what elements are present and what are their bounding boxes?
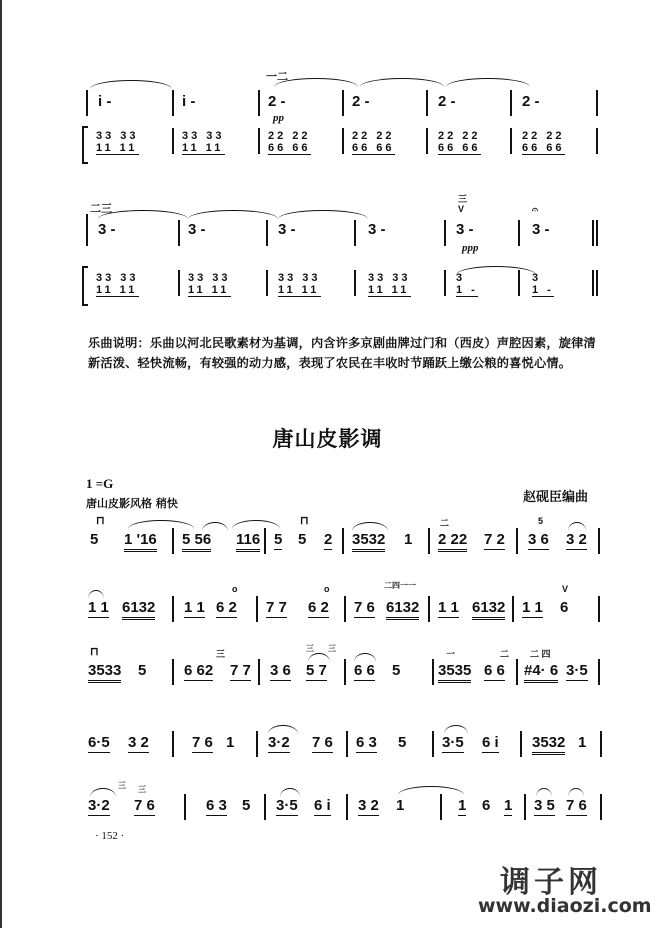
barline	[598, 528, 600, 554]
final-barline	[592, 220, 594, 246]
fingering-mark: 二三	[90, 203, 112, 215]
barline	[596, 90, 598, 116]
fingering-mark: 一	[446, 649, 456, 659]
note: 5	[398, 734, 407, 751]
barline	[346, 794, 348, 820]
fingering-mark: 二四一一	[384, 581, 416, 590]
fingering-mark: 三	[458, 194, 468, 204]
note: i -	[182, 93, 196, 110]
chord: 33 33 11 11	[368, 272, 411, 296]
note: 5	[392, 662, 401, 679]
slur	[268, 725, 298, 734]
up-bow-icon: ⊓	[90, 646, 99, 658]
note: 3 -	[98, 221, 116, 238]
barline	[344, 596, 346, 622]
fingering-mark: 三	[216, 649, 226, 659]
note-group: 1 1	[438, 599, 459, 616]
tempo-marking: 唐山皮影风格 稍快	[86, 497, 178, 510]
barline	[524, 794, 526, 820]
barline	[256, 596, 258, 622]
note: 6	[560, 599, 569, 616]
barline	[432, 659, 434, 685]
note: i -	[98, 93, 112, 110]
note: 2 -	[268, 93, 286, 110]
slur	[90, 80, 172, 89]
note: 1	[404, 531, 413, 548]
barline	[520, 731, 522, 757]
chord: 22 22 66 66	[522, 130, 565, 154]
fingering-mark: 三	[328, 644, 336, 653]
barline	[172, 659, 174, 685]
piece-description: 乐曲说明：乐曲以河北民歌素材为基调，内含许多京剧曲牌过门和（西皮）声腔因素，旋律清新活泼、轻快流畅，有较强的动力感，表现了农民在丰收时节踊跃上缴公粮的喜悦心情。	[88, 336, 596, 370]
note-group: 6 3	[356, 734, 377, 751]
note: 2 -	[522, 93, 540, 110]
barline	[510, 128, 512, 154]
chord: 33 33 11 11	[182, 130, 225, 154]
note: 1	[458, 797, 467, 814]
barline	[264, 794, 266, 820]
bow-mark: V	[458, 204, 465, 214]
fermata-icon: 𝄐	[532, 204, 539, 216]
barline	[342, 528, 344, 554]
note-group: 3533	[88, 663, 121, 683]
note-group: 6 3	[206, 797, 227, 814]
barline	[172, 731, 174, 757]
chord: 33 33 11 11	[96, 130, 139, 154]
barline	[344, 659, 346, 685]
barline	[426, 90, 428, 116]
slur	[536, 788, 552, 797]
note-group: 7 7	[230, 662, 251, 679]
dynamic-ppp: ppp	[462, 242, 479, 254]
note: 6	[482, 797, 491, 814]
chord: 22 22 66 66	[352, 130, 395, 154]
note-group: 3 2	[358, 797, 379, 814]
slur	[352, 522, 388, 531]
note-group: 1 1	[522, 599, 543, 616]
up-bow-icon: ⊓	[300, 515, 309, 527]
barline	[172, 90, 174, 116]
system-bar	[86, 214, 88, 246]
fingering-mark: 二	[500, 649, 510, 659]
composer-credit: 赵砚臣编曲	[523, 490, 589, 505]
note: 3 -	[368, 221, 386, 238]
note-group: 3532	[532, 735, 565, 755]
chord: 3 1 -	[532, 272, 554, 296]
watermark-site-name: 调子网	[500, 865, 602, 900]
slur	[88, 590, 104, 599]
barline	[510, 90, 512, 116]
barline	[440, 794, 442, 820]
note: 1	[578, 734, 587, 751]
barline	[266, 220, 268, 246]
note-group: 3·5	[566, 662, 588, 679]
watermark-url: www.diaozi.com	[478, 895, 652, 917]
slur	[202, 522, 228, 531]
fingering-mark: 二 四	[530, 649, 551, 659]
barline	[596, 128, 598, 154]
barline	[172, 528, 174, 554]
slur	[308, 653, 330, 662]
barline	[426, 128, 428, 154]
note: 2 -	[352, 93, 370, 110]
up-bow-icon: ⊓	[96, 515, 105, 527]
note-group: 2 22	[438, 532, 467, 552]
chord: 22 22 66 66	[268, 130, 311, 154]
barline	[428, 596, 430, 622]
barline	[342, 90, 344, 116]
chord: 33 33 11 11	[96, 272, 139, 296]
barline	[266, 270, 268, 296]
note-group: 6 62	[184, 662, 214, 679]
score-line-3	[88, 644, 598, 693]
barline	[264, 528, 266, 554]
barline	[598, 596, 600, 622]
barline	[518, 220, 520, 246]
note: 1	[396, 797, 405, 814]
grace-note: 5	[538, 516, 544, 526]
score-line-1	[88, 515, 598, 562]
note-group: 7 6	[134, 797, 155, 814]
note-group: 6 2	[308, 599, 329, 616]
note-group: 1 '16	[124, 532, 157, 552]
note-group: 3·5	[276, 797, 298, 814]
barline	[178, 270, 180, 296]
note-group: 7 6	[192, 734, 213, 751]
slur	[232, 520, 280, 529]
page-number: · 152 ·	[95, 830, 125, 842]
barline	[354, 220, 356, 246]
note-group: 6 i	[314, 797, 331, 814]
slur	[280, 788, 300, 797]
note: 5	[138, 662, 147, 679]
slur	[360, 78, 444, 87]
note-group: 3 5	[534, 797, 555, 814]
note-group: 7 2	[484, 531, 505, 548]
barline	[518, 270, 520, 296]
note-group: 7 6	[566, 797, 587, 814]
slur	[444, 725, 468, 734]
fingering-mark: 二	[440, 518, 450, 528]
note: 3 -	[456, 221, 474, 238]
score-line-4	[88, 725, 598, 765]
slur	[90, 788, 116, 797]
note-group: 7 6	[312, 734, 333, 751]
chord: 22 22 66 66	[438, 130, 481, 154]
slur	[568, 522, 586, 531]
barline	[354, 270, 356, 296]
system-bar	[86, 90, 88, 116]
note-group: #4· 6	[524, 663, 558, 683]
note-group: 6·5	[88, 734, 110, 751]
fingering-mark: 三	[138, 785, 146, 794]
fingering-mark: 三	[118, 781, 126, 790]
note: 1	[226, 734, 235, 751]
note-group: 3 6	[528, 531, 549, 548]
lower-staff-2	[88, 268, 598, 308]
upper-staff-2	[88, 194, 598, 254]
key-signature: 1 =G	[86, 476, 114, 491]
note: 1	[504, 797, 513, 814]
barline	[444, 270, 446, 296]
barline	[346, 731, 348, 757]
slur	[568, 788, 584, 797]
fingering-mark: 三	[306, 644, 314, 653]
note-group: 6 6	[354, 662, 375, 679]
note: 5	[90, 531, 99, 548]
note-group: 6132	[122, 600, 155, 620]
note-group: 3535	[438, 663, 471, 683]
barline	[512, 596, 514, 622]
note-group: 1 1	[184, 599, 205, 616]
barline	[178, 220, 180, 246]
note: 5	[242, 797, 251, 814]
note-group: 6132	[386, 600, 419, 620]
bow-mark: V	[562, 584, 569, 594]
barline	[428, 528, 430, 554]
note-group: 7 7	[266, 599, 287, 616]
piece-title: 唐山皮影调	[272, 427, 383, 451]
note-group: 3·2	[268, 734, 290, 751]
lower-staff-1	[88, 126, 598, 166]
note: 2	[324, 531, 333, 548]
slur	[354, 653, 376, 662]
harmonic-mark: o	[232, 584, 238, 594]
harmonic-mark: o	[324, 584, 330, 594]
chord: 3 1 -	[456, 272, 478, 296]
barline	[444, 220, 446, 246]
note: 2 -	[438, 93, 456, 110]
barline	[172, 596, 174, 622]
barline	[598, 659, 600, 685]
note-group: 1 1	[88, 599, 109, 616]
note-group: 3532	[352, 532, 385, 552]
note-group: 6 2	[216, 599, 237, 616]
slur	[446, 78, 530, 87]
slur	[188, 210, 278, 219]
note-group: 3·5	[442, 734, 464, 751]
slur	[278, 210, 368, 219]
upper-staff-1	[88, 71, 598, 124]
fingering-mark: 一二	[266, 71, 288, 83]
note: 5	[298, 531, 307, 548]
note-group: 5 7	[306, 662, 327, 679]
note-group: 3·2	[88, 797, 110, 814]
barline	[600, 794, 602, 820]
note-group: 6132	[472, 600, 505, 620]
barline	[432, 731, 434, 757]
barline	[172, 128, 174, 154]
note-group: 7 6	[354, 599, 375, 616]
barline	[184, 794, 186, 820]
note: 3 -	[532, 221, 550, 238]
slur	[398, 786, 464, 795]
note-group: 3 2	[566, 531, 587, 548]
chord: 33 33 11 11	[188, 272, 231, 296]
note: 3 -	[278, 221, 296, 238]
score-line-5	[88, 781, 598, 828]
note-group: 3 2	[128, 734, 149, 751]
barline	[342, 128, 344, 154]
dynamic-pp: pp	[273, 112, 284, 124]
note-group: 3 6	[270, 662, 291, 679]
note-group: 6 i	[482, 734, 499, 751]
page-edge	[0, 0, 2, 928]
note: 5	[274, 531, 283, 548]
barline	[258, 659, 260, 685]
barline	[256, 731, 258, 757]
barline	[258, 90, 260, 116]
chord: 33 33 11 11	[278, 272, 321, 296]
barline	[600, 731, 602, 757]
note-group: 6 6	[484, 662, 505, 679]
score-line-2	[88, 581, 598, 630]
barline	[258, 128, 260, 154]
barline	[516, 659, 518, 685]
note: 3 -	[188, 221, 206, 238]
final-barline	[592, 270, 594, 296]
barline	[516, 528, 518, 554]
note-group: 5 56	[182, 532, 211, 552]
slur	[128, 520, 194, 529]
note-group: 116	[236, 532, 260, 552]
